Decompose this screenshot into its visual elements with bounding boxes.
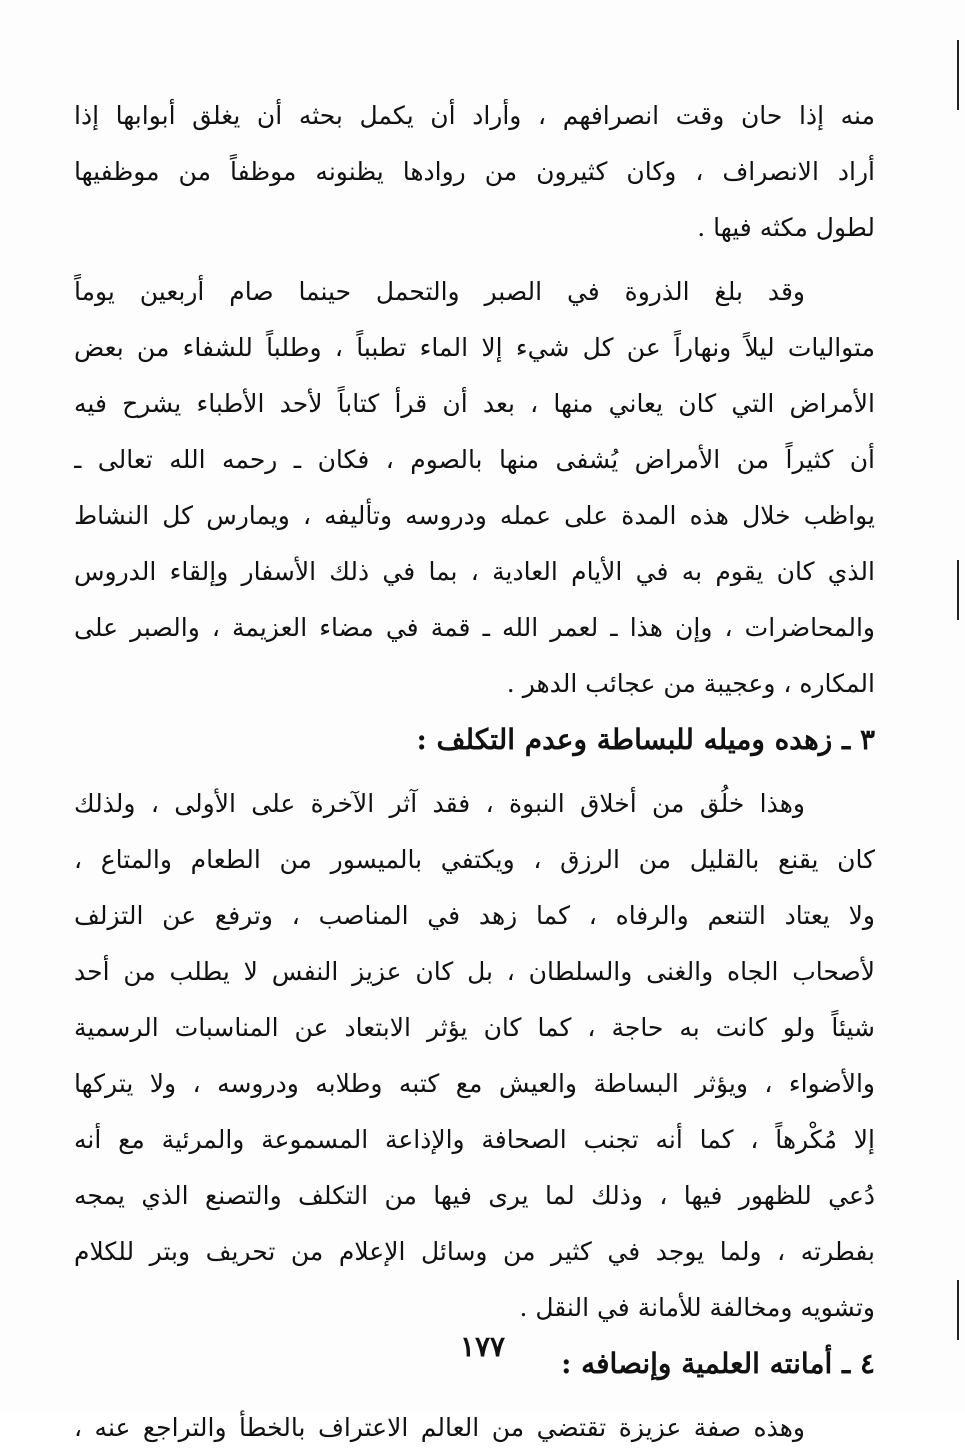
text-line: وتشويه ومخالفة للأمانة في النقل . bbox=[519, 1293, 875, 1322]
text-line: بفطرته ، ولما يوجد في كثير من وسائل الإعلام من تحريف وبتر للكلام bbox=[74, 1237, 875, 1266]
text-line: أن كثيراً من الأمراض يُشفى منها بالصوم ، فكان ـ رحمه الله تعالى ـ bbox=[74, 445, 875, 474]
text-line: يواظب خلال هذه المدة على عمله ودروسه وتأليفه ، ويمارس كل النشاط bbox=[74, 501, 875, 530]
text-line: لطول مكثه فيها . bbox=[697, 213, 875, 242]
text-line: لأصحاب الجاه والغنى والسلطان ، بل كان عزيز النفس لا يطلب من أحد bbox=[74, 957, 875, 986]
text-line: إلا مُكْرهاً ، كما أنه تجنب الصحافة والإذاعة المسموعة والمرئية مع أنه bbox=[74, 1125, 875, 1154]
text-line: منه إذا حان وقت انصرافهم ، وأراد أن يكمل بحثه أن يغلق أبوابها إذا bbox=[74, 101, 875, 130]
text-line: المكاره ، وعجيبة من عجائب الدهر . bbox=[506, 669, 875, 698]
text-line: كان يقنع بالقليل من الرزق ، ويكتفي بالميسور من الطعام والمتاع ، bbox=[74, 845, 875, 874]
text-line: متواليات ليلاً ونهاراً عن كل شيء إلا الماء تطبباً ، وطلباً للشفاء من بعض bbox=[74, 333, 875, 362]
text-line: ولا يعتاد التنعم والرفاه ، كما زهد في المناصب ، وترفع عن التزلف bbox=[74, 901, 875, 930]
page-number: ١٧٧ bbox=[459, 1330, 506, 1363]
text-line: والمحاضرات ، وإن هذا ـ لعمر الله ـ قمة في مضاء العزيمة ، والصبر على bbox=[74, 613, 875, 642]
text-line: دُعي للظهور فيها ، وذلك لما يرى فيها من التكلف والتصنع الذي يمجه bbox=[74, 1181, 875, 1210]
page-edge-mark bbox=[957, 560, 959, 620]
text-line: وقد بلغ الذروة في الصبر والتحمل حينما صام أربعين يوماً bbox=[74, 277, 805, 306]
text-line: الذي كان يقوم به في الأيام العادية ، بما في ذلك الأسفار وإلقاء الدروس bbox=[74, 557, 875, 586]
section-heading: ٣ ـ زهده وميله للبساطة وعدم التكلف : bbox=[416, 723, 875, 756]
text-line: والأضواء ، ويؤثر البساطة والعيش مع كتبه وطلابه ودروسه ، ولا يتركها bbox=[74, 1069, 875, 1098]
text-line: وهذه صفة عزيزة تقتضي من العالم الاعتراف بالخطأ والتراجع عنه ، bbox=[74, 1413, 805, 1442]
section-heading: ٤ ـ أمانته العلمية وإنصافه : bbox=[561, 1347, 875, 1380]
text-line: أراد الانصراف ، وكان كثيرون من روادها يظنونه موظفاً من موظفيها bbox=[74, 157, 875, 186]
page-text bbox=[74, 88, 875, 1456]
text-line: وهذا خلُق من أخلاق النبوة ، فقد آثر الآخرة على الأولى ، ولذلك bbox=[74, 789, 805, 818]
page-edge-mark bbox=[957, 40, 959, 110]
text-line: الأمراض التي كان يعاني منها ، بعد أن قرأ كتاباً لأحد الأطباء يشرح فيه bbox=[74, 389, 875, 418]
text-line: شيئاً ولو كانت به حاجة ، كما كان يؤثر الابتعاد عن المناسبات الرسمية bbox=[74, 1013, 875, 1042]
